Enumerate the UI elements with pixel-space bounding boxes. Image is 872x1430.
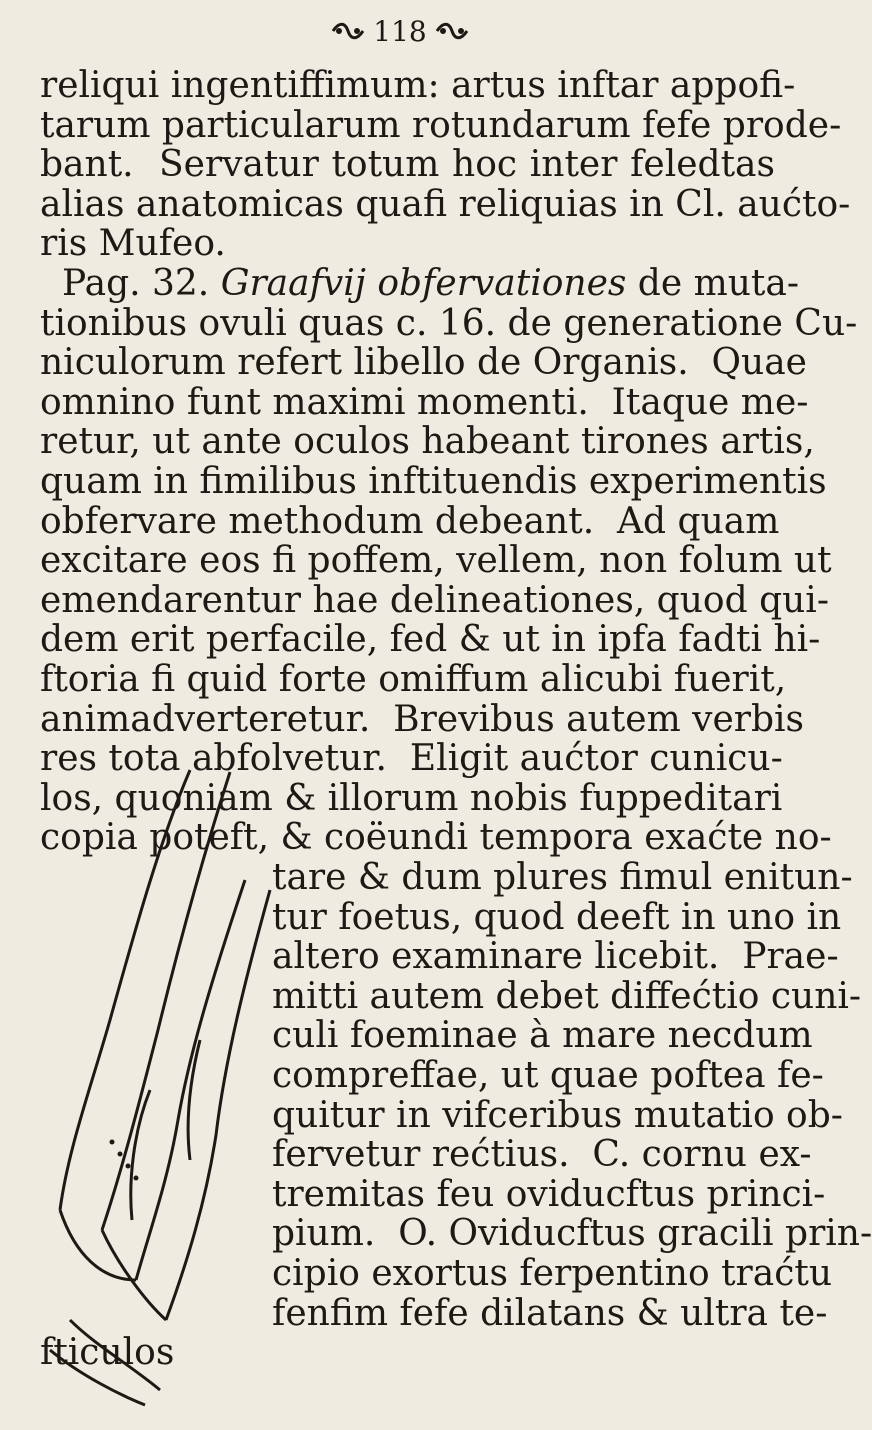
text-line: quitur in vifceribus mutatio ob- bbox=[272, 1094, 843, 1136]
text-line: obfervare methodum debeant. Ad quam bbox=[40, 500, 780, 542]
text-line: tarum particularum rotundarum fefe prode- bbox=[40, 104, 842, 146]
page-header bbox=[300, 8, 500, 54]
text-line: tremitas feu oviducftus princi- bbox=[272, 1173, 826, 1215]
text-line: tionibus ovuli quas c. 16. de generatione Cu- bbox=[40, 302, 858, 344]
text-line: reliqui ingentiffimum: artus inftar appofi- bbox=[40, 65, 796, 106]
text-line: copia poteft, & coëundi tempora exaćte no- bbox=[40, 817, 832, 859]
text-line: emendarentur hae delineationes, quod qui- bbox=[40, 579, 829, 621]
italic-book-title: Graafvij obfervationes bbox=[220, 263, 627, 304]
text-line: tur foetus, quod deeft in uno in bbox=[272, 896, 842, 938]
text-line: res tota abfolvetur. Eligit aućtor cunicu- bbox=[40, 738, 783, 780]
text-line: Pag. 32. Graafvij obfervationes de muta- bbox=[62, 263, 800, 304]
text-line: bant. Servatur totum hoc inter feledtas bbox=[40, 144, 775, 186]
text-line: fenfim fefe dilatans & ultra te- bbox=[272, 1292, 828, 1334]
engraved-uterus-illustration bbox=[40, 760, 290, 1410]
text-line: fticulos bbox=[40, 1332, 175, 1374]
page-number: 118 bbox=[373, 14, 427, 48]
text-line: niculorum refert libello de Organis. Quae bbox=[40, 342, 807, 384]
text-line: animadverteretur. Brevibus autem verbis bbox=[40, 698, 805, 740]
text-line: altero examinare licebit. Prae- bbox=[272, 936, 839, 978]
text-line: quam in fimilibus inftituendis experimentis bbox=[40, 461, 827, 502]
printer-ornament-left-icon bbox=[331, 20, 365, 42]
text-line: ftoria fi quid forte omiffum alicubi fuerit, bbox=[40, 659, 787, 700]
text-line: mitti autem debet diffećtio cuni- bbox=[272, 975, 862, 1017]
text-line: tare & dum plures fimul enitun- bbox=[272, 857, 853, 898]
text-line: excitare eos fi poffem, vellem, non folum ut bbox=[40, 540, 832, 582]
text-line: compreffae, ut quae poftea fe- bbox=[272, 1055, 824, 1096]
text-line: cipio exortus ferpentino traćtu bbox=[272, 1253, 833, 1294]
printer-ornament-right-icon bbox=[435, 20, 469, 42]
text-line: dem erit perfacile, fed & ut in ipfa fadti hi- bbox=[40, 619, 821, 661]
text-line: culi foeminae à mare necdum bbox=[272, 1015, 813, 1057]
text-line: los, quoniam & illorum nobis fuppeditari bbox=[40, 777, 783, 819]
text-line: fervetur rećtius. C. cornu ex- bbox=[272, 1134, 812, 1176]
text-line: pium. O. Oviducftus gracili prin- bbox=[272, 1213, 872, 1255]
text-line: alias anatomicas quafi reliquias in Cl. aućto- bbox=[40, 183, 851, 225]
text-line: ris Mufeo. bbox=[40, 223, 226, 265]
text-line: retur, ut ante oculos habeant tirones artis, bbox=[40, 421, 815, 463]
text-line: omnino funt maximi momenti. Itaque me- bbox=[40, 381, 809, 423]
